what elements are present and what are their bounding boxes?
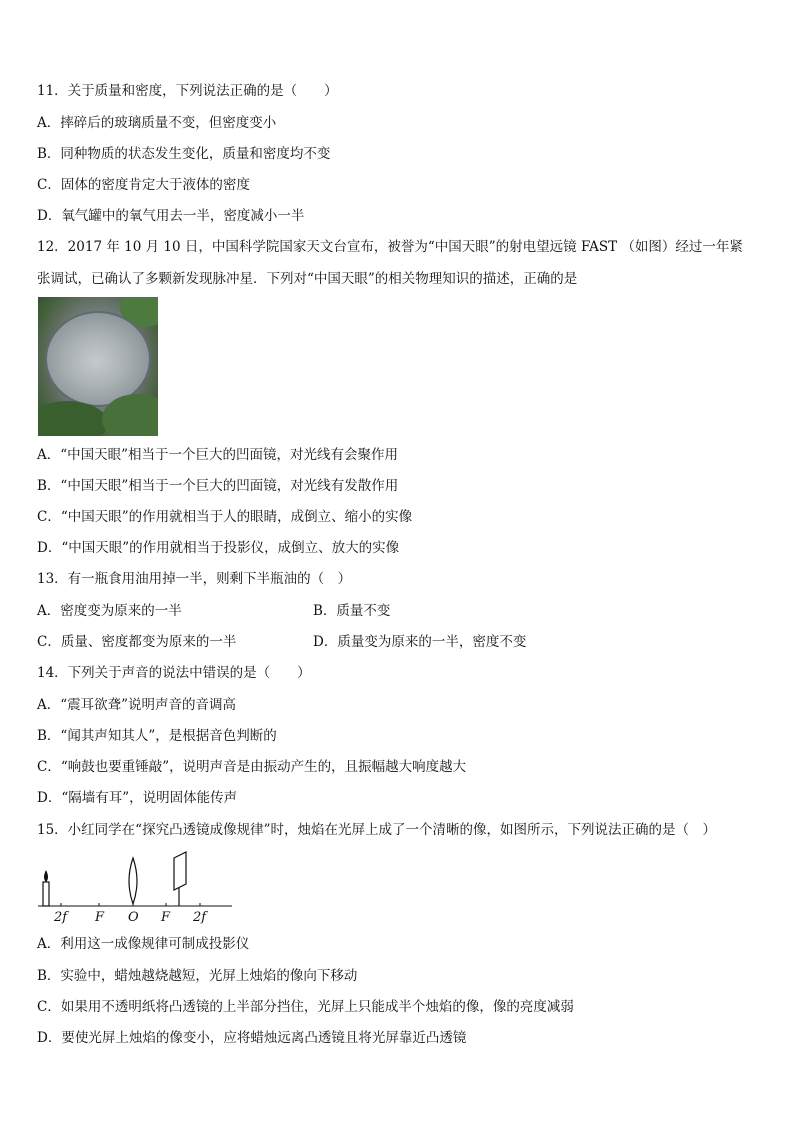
label-f-right: F [161, 910, 171, 925]
q15-option-d: D．要使光屏上烛焰的像变小，应将蜡烛远离凸透镜且将光屏靠近凸透镜 [37, 1030, 467, 1046]
label-2f-left: 2f [54, 910, 68, 925]
candle-icon [43, 870, 49, 906]
q13-option-c: C．质量、密度都变为原来的一半 [37, 634, 237, 650]
q11-stem: 11．关于质量和密度，下列说法正确的是（ ） [37, 83, 338, 99]
q15-option-a: A．利用这一成像规律可制成投影仪 [37, 936, 250, 952]
q12-option-a: A．“中国天眼”相当于一个巨大的凹面镜，对光线有会聚作用 [37, 447, 399, 463]
q12-stem-line1: 12．2017 年 10 月 10 日，中国科学院国家天文台宣布，被誉为“中国天眼”的射电望远镜 FAST （如图）经过一年紧 [37, 239, 743, 255]
q13-option-b: B．质量不变 [313, 603, 391, 619]
q13-option-d: D．质量变为原来的一半，密度不变 [313, 634, 527, 650]
fast-telescope-photo [38, 297, 158, 436]
q11-option-a: A．摔碎后的玻璃质量不变，但密度变小 [37, 115, 277, 131]
q11-option-b: B．同种物质的状态发生变化，质量和密度均不变 [37, 146, 331, 162]
q14-option-a: A．“震耳欲聋”说明声音的音调高 [37, 697, 237, 713]
label-2f-right: 2f [193, 910, 207, 925]
q12-option-b: B．“中国天眼”相当于一个巨大的凹面镜，对光线有发散作用 [37, 478, 399, 494]
q11-option-c: C．固体的密度肯定大于液体的密度 [37, 177, 250, 193]
q15-option-b: B．实验中，蜡烛越烧越短，光屏上烛焰的像向下移动 [37, 968, 358, 984]
label-o: O [128, 910, 139, 925]
q15-stem: 15．小红同学在“探究凸透镜成像规律”时，烛焰在光屏上成了一个清晰的像，如图所示，下列说法正确的是（ ） [37, 822, 716, 838]
label-f-left: F [95, 910, 105, 925]
convex-lens-icon [129, 858, 137, 904]
q15-option-c: C．如果用不透明纸将凸透镜的上半部分挡住，光屏上只能成半个烛焰的像，像的亮度减弱 [37, 999, 574, 1015]
lens-experiment-diagram [36, 848, 236, 926]
q14-option-c: C．“响鼓也要重锤敲”，说明声音是由振动产生的，且振幅越大响度越大 [37, 759, 467, 775]
q12-stem-line2: 张调试，已确认了多颗新发现脉冲星．下列对“中国天眼”的相关物理知识的描述，正确的是 [37, 271, 578, 287]
q14-option-d: D．“隔墙有耳”，说明固体能传声 [37, 790, 238, 806]
q12-option-c: C．“中国天眼”的作用就相当于人的眼睛，成倒立、缩小的实像 [37, 509, 413, 525]
q14-option-b: B．“闻其声知其人”，是根据音色判断的 [37, 728, 277, 744]
q11-option-d: D．氧气罐中的氧气用去一半，密度减小一半 [37, 208, 305, 224]
q13-option-a: A．密度变为原来的一半 [37, 603, 182, 619]
q14-stem: 14．下列关于声音的说法中错误的是（ ） [37, 665, 311, 681]
q12-option-d: D．“中国天眼”的作用就相当于投影仪，成倒立、放大的实像 [37, 540, 400, 556]
q13-stem: 13．有一瓶食用油用掉一半，则剩下半瓶油的（ ） [37, 571, 352, 587]
light-screen-icon [174, 852, 186, 906]
